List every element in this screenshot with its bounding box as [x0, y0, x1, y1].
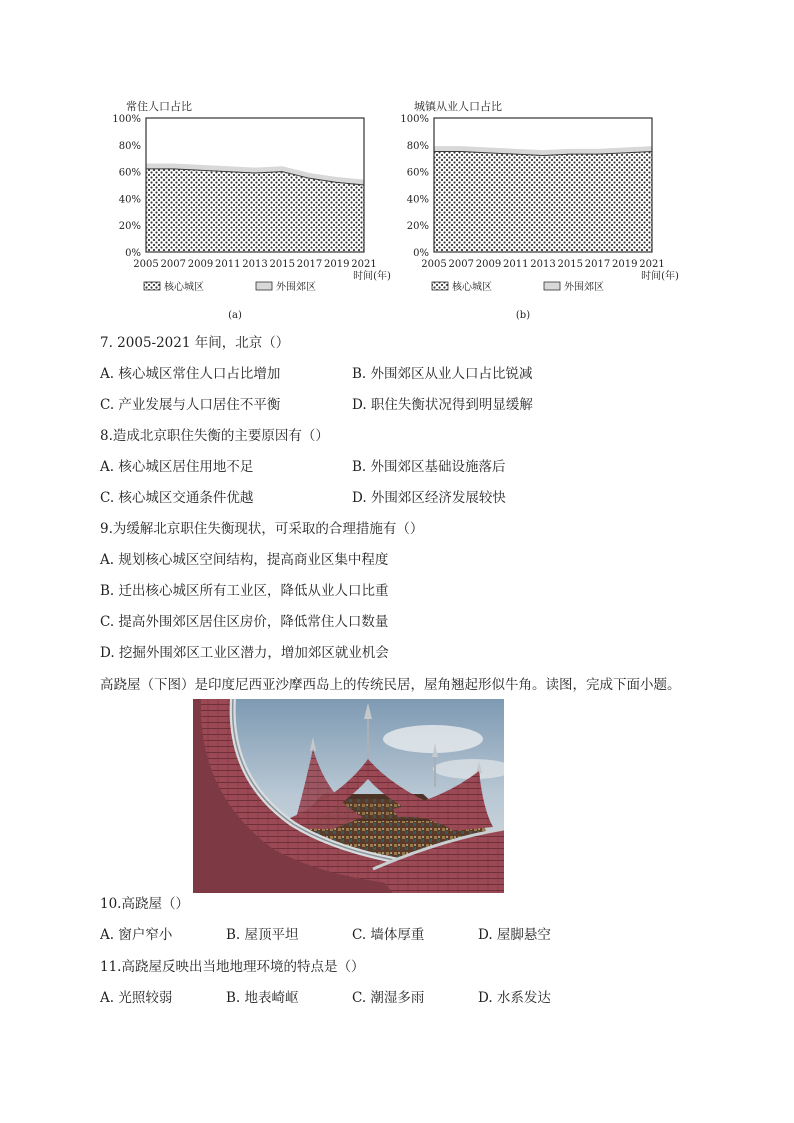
y-tick-label: 40% — [118, 194, 141, 206]
x-tick-label: 2021 — [351, 259, 377, 270]
legend-core-swatch — [144, 282, 160, 290]
x-tick-label: 2013 — [530, 259, 556, 270]
y-tick-label: 20% — [118, 221, 141, 233]
y-tick-label: 100% — [112, 114, 141, 125]
q9-option-d[interactable]: D. 挖掘外围郊区工业区潜力，增加郊区就业机会 — [100, 645, 389, 661]
q11-option-a[interactable]: A. 光照较弱 — [100, 990, 173, 1006]
x-tick-label: 2013 — [242, 259, 268, 270]
x-tick-label: 2009 — [475, 259, 502, 270]
legend-core-label: 核心城区 — [452, 282, 492, 293]
q7-stem: 7. 2005-2021 年间，北京（） — [100, 335, 290, 351]
x-tick-label: 2009 — [187, 259, 214, 270]
chart-b-svg — [388, 96, 688, 321]
x-tick-label: 2015 — [557, 259, 583, 270]
y-tick-label: 0% — [413, 248, 429, 259]
chart-title: 城镇从业人口占比 — [414, 100, 502, 113]
chart-b — [388, 96, 688, 321]
q9-option-a[interactable]: A. 规划核心城区空间结构，提高商业区集中程度 — [100, 552, 389, 568]
x-tick-label: 2019 — [612, 259, 638, 270]
q8-option-d[interactable]: D. 外围郊区经济发展较快 — [352, 490, 506, 506]
legend-suburb-swatch — [256, 282, 272, 290]
x-tick-label: 2017 — [296, 259, 323, 270]
chart-a-svg — [100, 96, 400, 321]
x-tick-label: 2011 — [215, 259, 241, 270]
x-tick-label: 2021 — [639, 259, 665, 270]
x-tick-label: 2011 — [503, 259, 529, 270]
series-core-area — [434, 152, 652, 253]
x-tick-label: 2005 — [421, 259, 447, 270]
q10-option-a[interactable]: A. 窗户窄小 — [100, 927, 173, 943]
q10-option-c[interactable]: C. 墙体厚重 — [352, 927, 425, 943]
legend-core-label: 核心城区 — [164, 282, 204, 293]
x-tick-label: 2007 — [160, 259, 186, 270]
x-tick-label: 2017 — [584, 259, 611, 270]
q9-option-c[interactable]: C. 提高外围郊区居住区房价，降低常住人口数量 — [100, 614, 389, 630]
q11-stem: 11.高跷屋反映出当地地理环境的特点是（） — [100, 959, 365, 975]
legend-suburb-swatch — [544, 282, 560, 290]
legend-suburb-label: 外围郊区 — [276, 282, 316, 293]
legend-suburb-label: 外围郊区 — [564, 282, 604, 293]
q11-option-b[interactable]: B. 地表崎岖 — [226, 990, 299, 1006]
chart-caption: (b) — [515, 310, 531, 321]
y-tick-label: 100% — [400, 114, 429, 125]
y-tick-label: 0% — [125, 248, 141, 259]
q8-option-c[interactable]: C. 核心城区交通条件优越 — [100, 490, 254, 506]
legend-core-swatch — [432, 282, 448, 290]
q9-option-b[interactable]: B. 迁出核心城区所有工业区，降低从业人口比重 — [100, 583, 389, 599]
q7-option-a[interactable]: A. 核心城区常住人口占比增加 — [100, 366, 281, 382]
q10-option-b[interactable]: B. 屋顶平坦 — [226, 927, 299, 943]
q8-option-b[interactable]: B. 外围郊区基础设施落后 — [352, 459, 506, 475]
series-core-area — [146, 169, 364, 252]
y-tick-label: 80% — [118, 140, 141, 152]
chart-title: 常住人口占比 — [126, 100, 192, 113]
x-tick-label: 2005 — [133, 259, 159, 270]
y-tick-label: 80% — [406, 140, 429, 152]
x-tick-label: 2007 — [448, 259, 474, 270]
q8-stem: 8.造成北京职住失衡的主要原因有（） — [100, 428, 329, 444]
q7-option-c[interactable]: C. 产业发展与人口居住不平衡 — [100, 397, 281, 413]
x-tick-label: 2015 — [269, 259, 295, 270]
x-axis-label: 时间(年) — [353, 271, 391, 282]
x-axis-label: 时间(年) — [641, 271, 679, 282]
y-tick-label: 60% — [118, 167, 141, 179]
q7-option-d[interactable]: D. 职住失衡状况得到明显缓解 — [352, 397, 533, 413]
y-tick-label: 40% — [406, 194, 429, 206]
q11-option-c[interactable]: C. 潮湿多雨 — [352, 990, 425, 1006]
q9-stem: 9.为缓解北京职住失衡现状，可采取的合理措施有（） — [100, 521, 424, 537]
stilt-house-photo — [193, 699, 504, 893]
y-tick-label: 20% — [406, 221, 429, 233]
material-intro: 高跷屋（下图）是印度尼西亚沙摩西岛上的传统民居，屋角翘起形似牛角。读图，完成下面小题。 — [100, 677, 681, 693]
q10-stem: 10.高跷屋（） — [100, 896, 189, 912]
chart-caption: (a) — [228, 310, 242, 321]
q10-option-d[interactable]: D. 屋脚悬空 — [478, 927, 551, 943]
q7-option-b[interactable]: B. 外围郊区从业人口占比锐减 — [352, 366, 533, 382]
y-tick-label: 60% — [406, 167, 429, 179]
x-tick-label: 2019 — [324, 259, 350, 270]
chart-a — [100, 96, 400, 321]
q8-option-a[interactable]: A. 核心城区居住用地不足 — [100, 459, 254, 475]
q11-option-d[interactable]: D. 水系发达 — [478, 990, 551, 1006]
